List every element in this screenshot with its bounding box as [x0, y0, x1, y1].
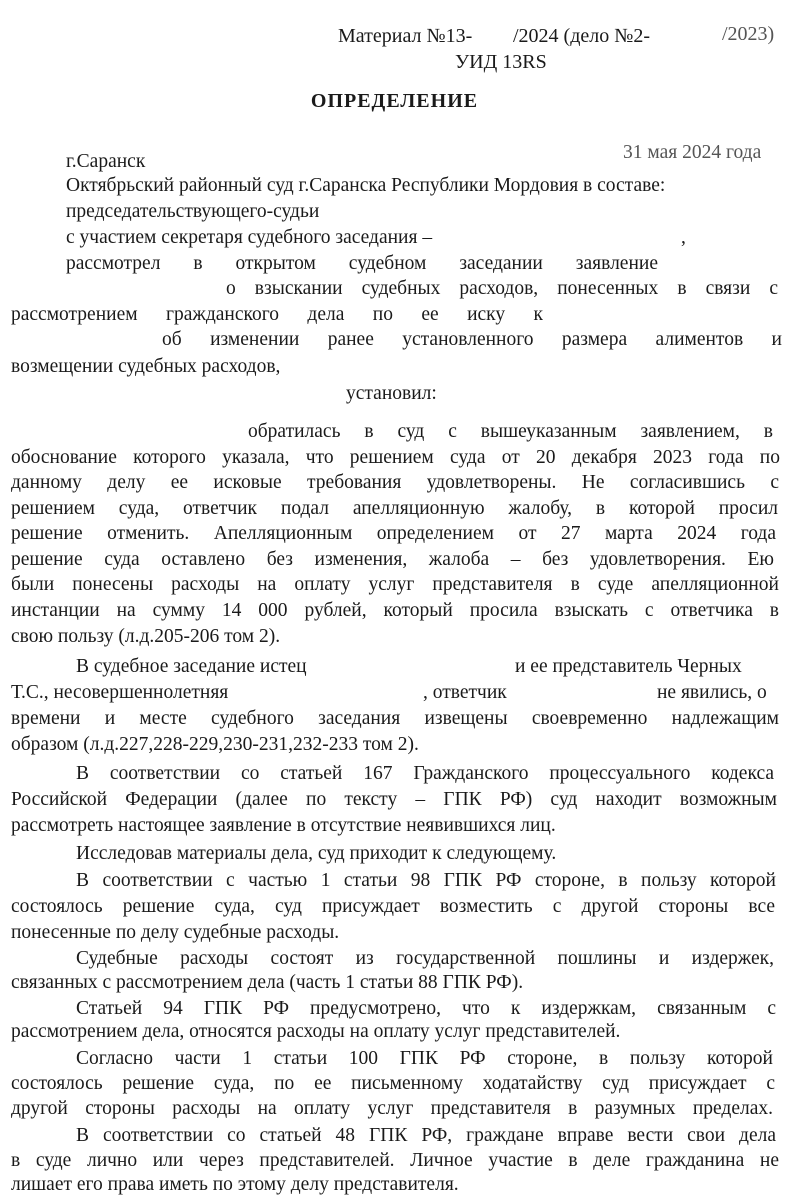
place: г.Саранск: [66, 151, 146, 172]
ustanovil-heading: установил:: [346, 383, 437, 404]
body-line: В судебное заседание истец: [76, 656, 307, 677]
body-line: Согласно части 1 статьи 100 ГПК РФ стороне, в пользу которой: [76, 1048, 773, 1069]
body-line: в суде лично или через представителей. Личное участие в деле гражданина не: [11, 1150, 779, 1171]
intro-line: ,: [681, 227, 686, 248]
body-line: были понесены расходы на оплату услуг представителя в суде апелляционной: [11, 574, 779, 595]
intro-line: возмещении судебных расходов,: [11, 356, 281, 377]
body-line: не явились, о: [657, 682, 767, 703]
material-number-part2: /2024 (дело №2-: [513, 25, 650, 47]
body-line: Т.С., несовершеннолетняя: [11, 682, 229, 703]
body-line: лишает его права иметь по этому делу представителя.: [11, 1174, 459, 1195]
body-line: свою пользу (л.д.205-206 том 2).: [11, 626, 281, 647]
body-line: Судебные расходы состоят из государственной пошлины и издержек,: [76, 948, 774, 969]
uid-number: УИД 13RS: [455, 51, 547, 73]
body-line: времени и месте судебного заседания извещены своевременно надлежащим: [11, 708, 779, 729]
intro-line: рассмотрел в открытом судебном заседании заявление: [66, 253, 658, 274]
body-line: связанных с рассмотрением дела (часть 1 статьи 88 ГПК РФ).: [11, 972, 524, 993]
body-line: другой стороны расходы на оплату услуг представителя в разумных пределах.: [11, 1098, 773, 1119]
body-line: , ответчик: [423, 682, 507, 703]
material-number-part3: /2023): [722, 23, 775, 45]
body-line: состоялось решение суда, суд присуждает возместить с другой стороны все: [11, 896, 775, 917]
date: 31 мая 2024 года: [623, 142, 762, 163]
intro-line: о взыскании судебных расходов, понесенных в связи с: [226, 278, 778, 299]
intro-line: Октябрьский районный суд г.Саранска Республики Мордовия в составе:: [66, 175, 666, 196]
material-number-part1: Материал №13-: [338, 25, 473, 47]
body-line: В соответствии с частью 1 статьи 98 ГПК РФ стороне, в пользу которой: [76, 870, 776, 891]
body-line: рассмотрением дела, относятся расходы на оплату услуг представителей.: [11, 1021, 621, 1042]
body-line: решением суда, ответчик подал апелляционную жалобу, в которой просил: [11, 498, 778, 519]
body-line: состоялось решение суда, по ее письменному ходатайству суд присуждает с: [11, 1073, 775, 1094]
body-line: обратилась в суд с вышеуказанным заявлением, в: [248, 421, 773, 442]
body-line: образом (л.д.227,228-229,230-231,232-233 том 2).: [11, 734, 419, 755]
intro-line: председательствующего-судьи: [66, 201, 320, 222]
intro-line: с участием секретаря судебного заседания –: [66, 227, 433, 248]
body-line: Исследовав материалы дела, суд приходит к следующему.: [76, 843, 557, 864]
body-line: инстанции на сумму 14 000 рублей, который просила взыскать с ответчика в: [11, 600, 779, 621]
body-line: решение суда оставлено без изменения, жалоба – без удовлетворения. Ею: [11, 549, 774, 570]
body-line: Российской Федерации (далее по тексту – ГПК РФ) суд находит возможным: [11, 789, 777, 810]
body-line: обоснование которого указала, что решением суда от 20 декабря 2023 года по: [11, 447, 780, 468]
body-line: Статьей 94 ГПК РФ предусмотрено, что к издержкам, связанным с: [76, 998, 776, 1019]
body-line: В соответствии со статьей 48 ГПК РФ, граждане вправе вести свои дела: [76, 1125, 776, 1146]
intro-line: об изменении ранее установленного размера алиментов и: [162, 329, 782, 350]
body-line: понесенные по делу судебные расходы.: [11, 922, 340, 943]
body-line: данному делу ее исковые требования удовлетворены. Не согласившись с: [11, 472, 779, 493]
body-line: и ее представитель Черных: [515, 656, 742, 677]
body-line: В соответствии со статьей 167 Гражданского процессуального кодекса: [76, 763, 774, 784]
intro-line: рассмотрением гражданского дела по ее иску к: [11, 304, 543, 325]
body-line: рассмотреть настоящее заявление в отсутствие неявившихся лиц.: [11, 815, 556, 836]
document-title: ОПРЕДЕЛЕНИЕ: [310, 90, 479, 112]
body-line: решение отменить. Апелляционным определением от 27 марта 2024 года: [11, 523, 776, 544]
